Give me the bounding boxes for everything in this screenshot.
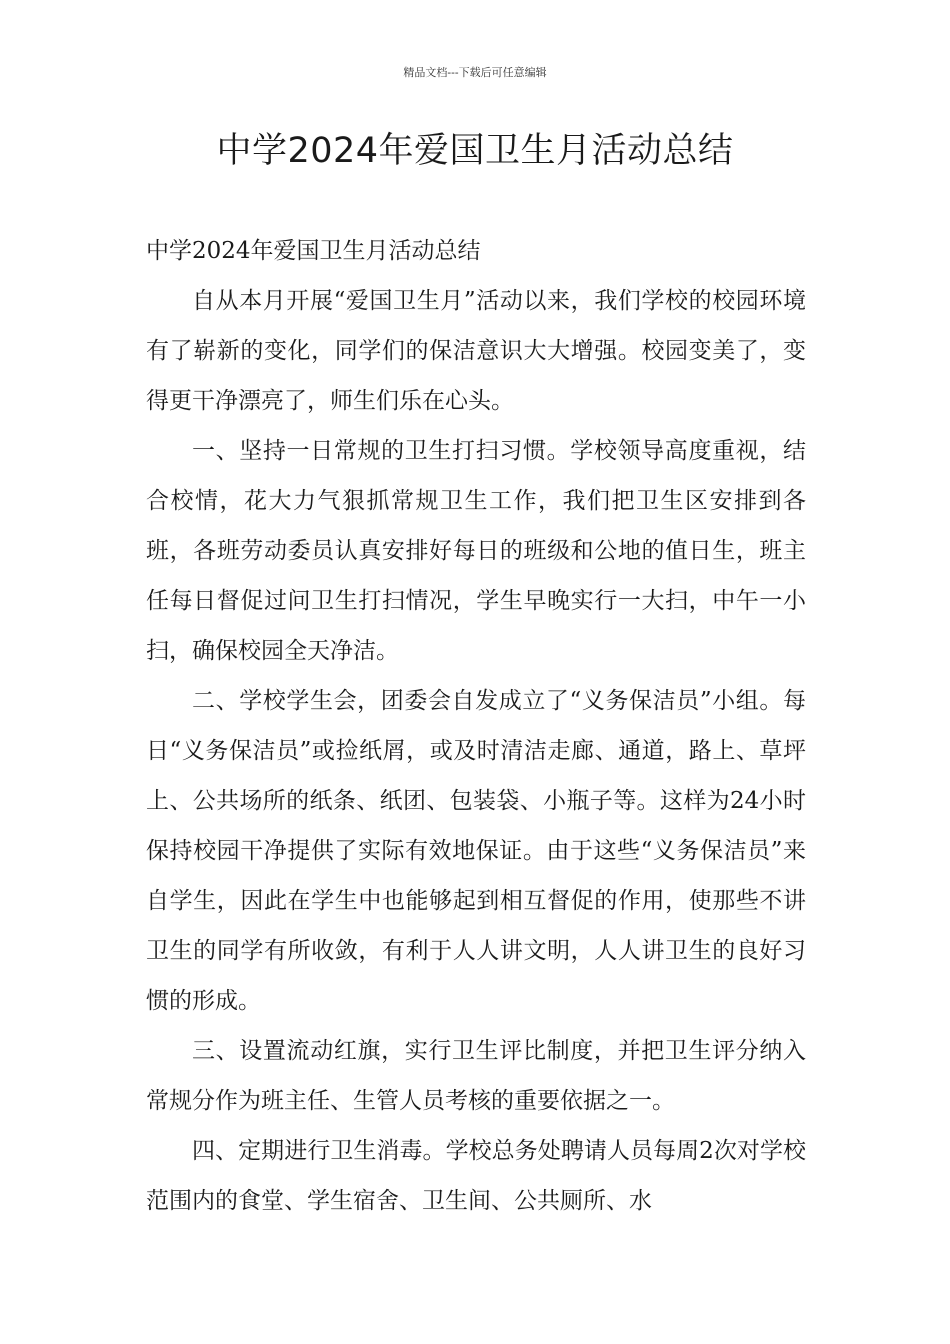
paragraph-section-2: 二、学校学生会，团委会自发成立了“义务保洁员”小组。每日“义务保洁员”或捡纸屑，或及时清洁走廊、通道，路上、草坪上、公共场所的纸条、纸团、包装袋、小瓶子等。这样为24小时保持校园干净提供了实际有效地保证。由于这些“义务保洁员”来自学生，因此在学生中也能够起到相互督促的作用，使那些不讲卫生的同学有所收敛，有利于人人讲文明，人人讲卫生的良好习惯的形成。 [146, 688, 806, 1014]
paragraph-section-1: 一、坚持一日常规的卫生打扫习惯。学校领导高度重视，结合校情，花大力气狠抓常规卫生工作，我们把卫生区安排到各班，各班劳动委员认真安排好每日的班级和公地的值日生，班主任每日督促过问卫生打扫情况，学生早晚实行一大扫，中午一小扫，确保校园全天净洁。 [146, 438, 806, 664]
paragraph-intro: 自从本月开展“爱国卫生月”活动以来，我们学校的校园环境有了崭新的变化，同学们的保洁意识大大增强。校园变美了，变得更干净漂亮了，师生们乐在心头。 [146, 288, 806, 414]
document-subtitle: 中学2024年爱国卫生月活动总结 [146, 238, 481, 264]
document-title: 中学2024年爱国卫生月活动总结 [216, 131, 734, 171]
header-note: 精品文档---下载后可任意编辑 [403, 66, 547, 79]
document-body [146, 226, 806, 1226]
paragraph-section-4: 四、定期进行卫生消毒。学校总务处聘请人员每周2次对学校范围内的食堂、学生宿舍、卫生间、公共厕所、水 [146, 1138, 806, 1214]
paragraph-section-3: 三、设置流动红旗，实行卫生评比制度，并把卫生评分纳入常规分作为班主任、生管人员考核的重要依据之一。 [146, 1038, 806, 1114]
